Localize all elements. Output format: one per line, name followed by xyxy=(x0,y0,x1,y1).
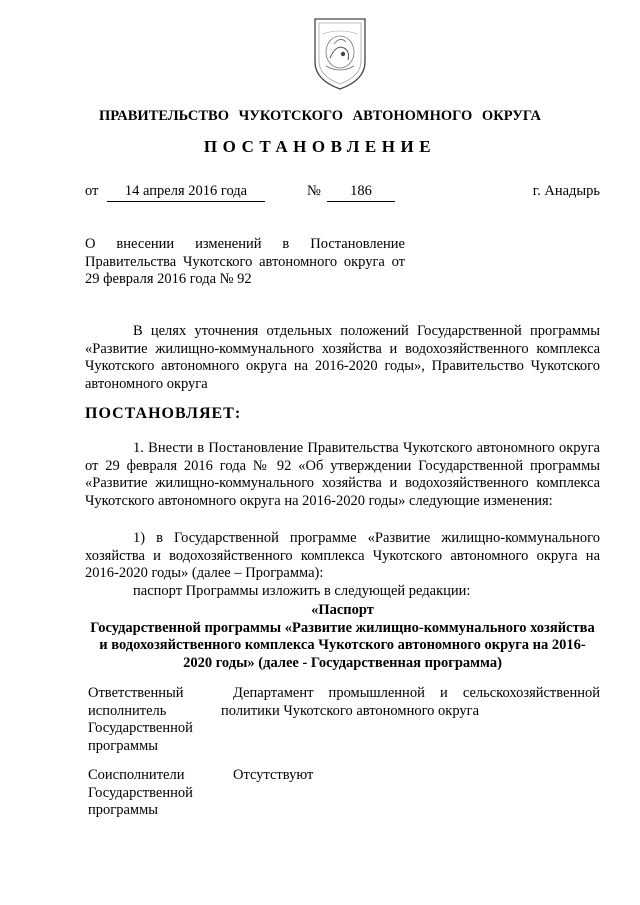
passport-row-label: Соисполнители Государственной программы xyxy=(88,767,193,819)
date-line xyxy=(85,183,600,203)
preamble-paragraph: В целях уточнения отдельных положений Государственной программы «Развитие жилищно-коммунального хозяйства и водохозяйственного комплекса Чукотского автономного округа на 2016-2020 годы», Правительство Чукотского автономного округа xyxy=(85,323,600,392)
document-subject: О внесении изменений в Постановление Правительства Чукотского автономного округа от 29 февраля 2016 года № 92 xyxy=(85,236,405,288)
item-1-1-paragraph: 1) в Государственной программе «Развитие жилищно-коммунального хозяйства и водохозяйственного комплекса Чукотского автономного округа на 2016-2020 годы» (далее – Программа): xyxy=(85,530,600,582)
number-label: № xyxy=(307,183,321,199)
document-number: 186 xyxy=(327,183,395,202)
item-1-2-paragraph: паспорт Программы изложить в следующей редакции: xyxy=(133,583,471,599)
item-1-paragraph: 1. Внести в Постановление Правительства Чукотского автономного округа от 29 февраля 2016 года № 92 «Об утверждении Государственной программы «Развитие жилищно-коммунального хозяйства и водохозяйственного комплекса Чукотского автономного округа на 2016-2020 годы» следующие изменения: xyxy=(85,440,600,509)
passport-row-value: Отсутствуют xyxy=(233,767,314,783)
passport-row-label: Ответственный исполнитель Государственной программы xyxy=(88,685,193,754)
passport-title-line1: «Паспорт xyxy=(311,602,374,618)
passport-title-rest: Государственной программы «Развитие жилищно-коммунального хозяйства и водохозяйственного комплекса Чукотского автономного округа на 2016-2020 годы» (далее - Государственная программа) xyxy=(90,619,595,671)
resolves-heading: ПОСТАНОВЛЯЕТ: xyxy=(85,405,242,422)
chukotka-coat-of-arms-icon xyxy=(310,14,370,92)
document-date: 14 апреля 2016 года xyxy=(107,183,265,202)
government-title: ПРАВИТЕЛЬСТВО ЧУКОТСКОГО АВТОНОМНОГО ОКРУГА xyxy=(99,108,541,124)
date-from-label: от xyxy=(85,183,99,199)
document-type: ПОСТАНОВЛЕНИЕ xyxy=(203,137,437,156)
passport-title xyxy=(85,602,600,672)
passport-row-value: Департамент промышленной и сельскохозяйственной политики Чукотского автономного округа xyxy=(221,685,600,719)
document-city: г. Анадырь xyxy=(532,183,600,199)
